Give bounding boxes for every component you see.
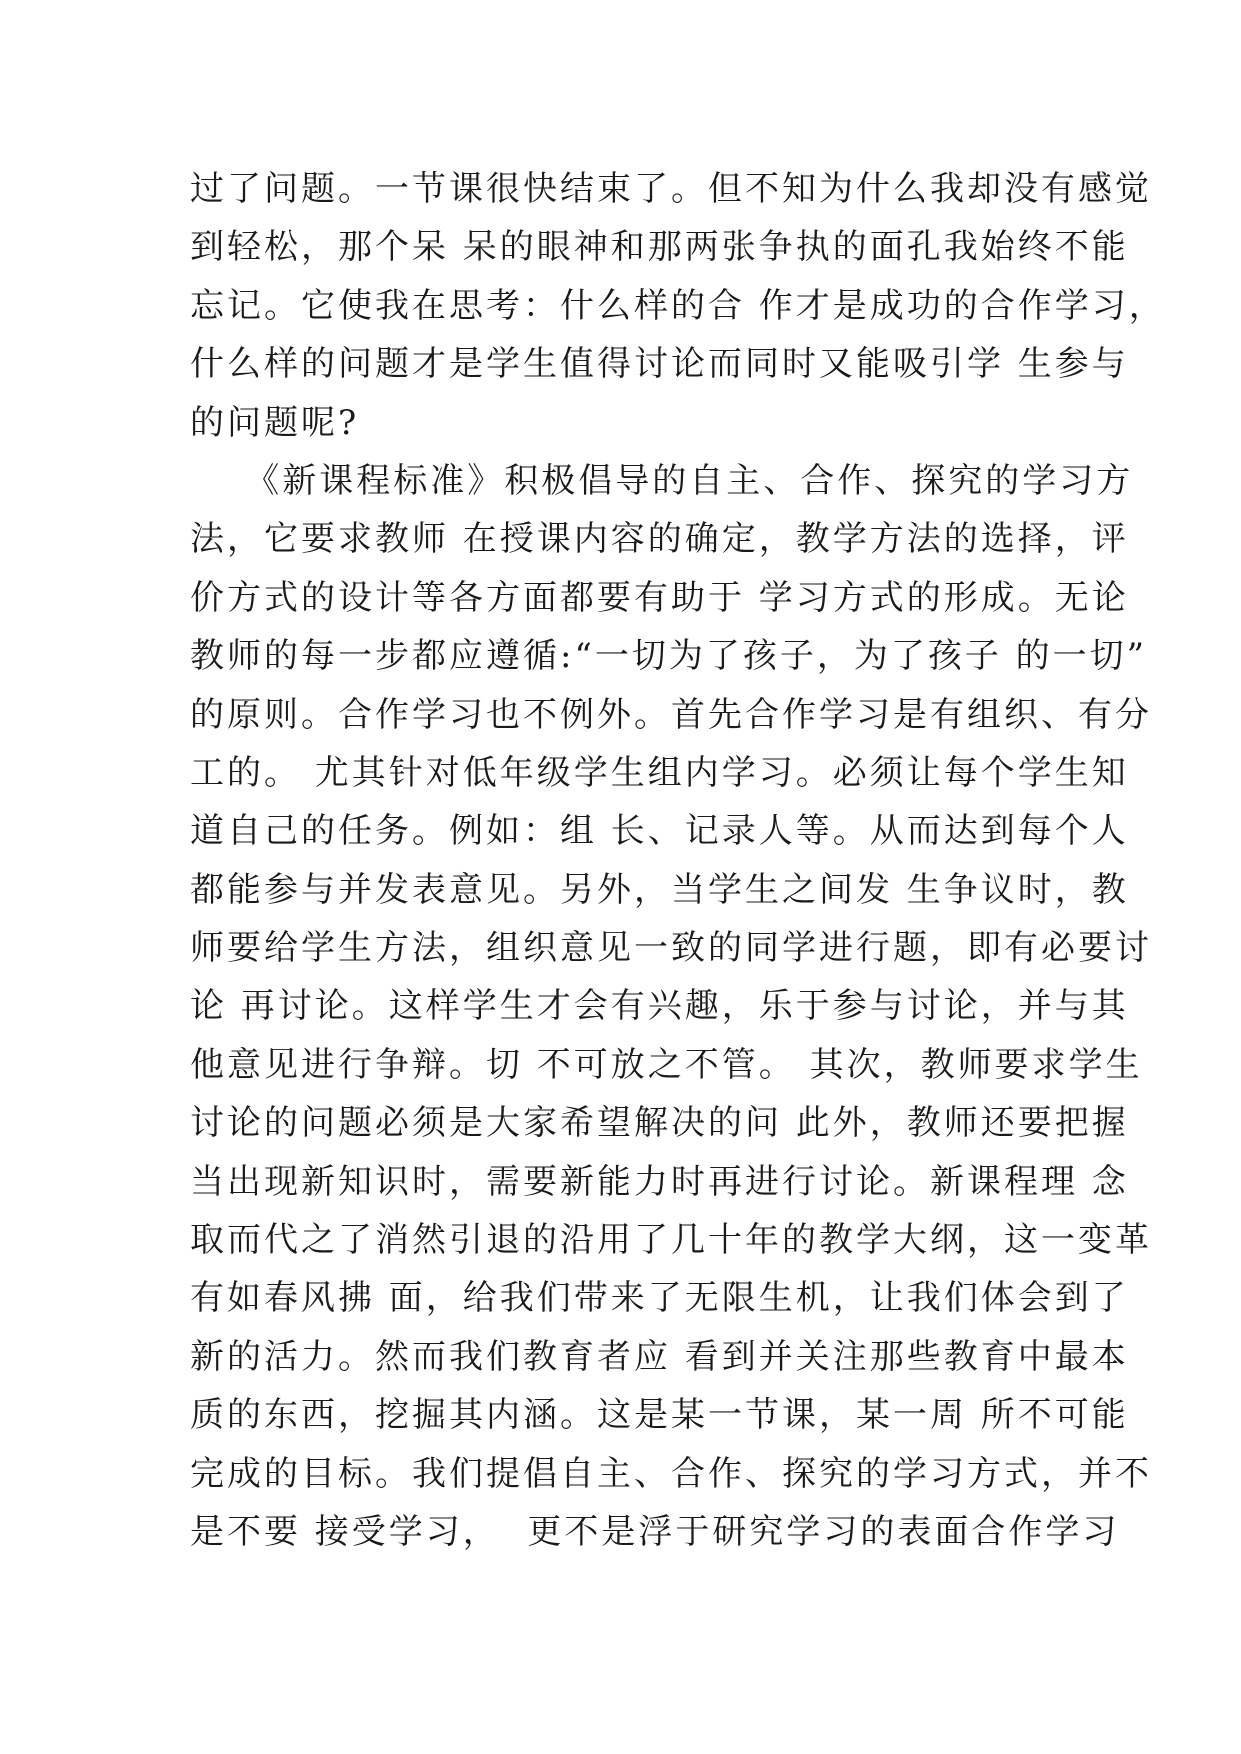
text-line: 《新课程标准》积极倡导的自主、合作、探究的学习方 <box>190 460 1134 501</box>
text-line: 什么样的问题才是学生值得讨论而同时又能吸引学 生参与 <box>190 344 1129 385</box>
text-line: 工的。 尤其针对低年级学生组内学习。必须让每个学生知 <box>190 752 1129 793</box>
text-line: 论 再讨论。这样学生才会有兴趣，乐于参与讨论，并与其 <box>190 986 1129 1027</box>
text-line: 新的活力。然而我们教育者应 看到并关注那些教育中最本 <box>190 1336 1129 1377</box>
text-line: 的问题呢? <box>190 402 360 443</box>
text-line: 价方式的设计等各方面都要有助于 学习方式的形成。无论 <box>190 577 1129 618</box>
text-line: 忘记。它使我在思考：什么样的合 作才是成功的合作学习， <box>190 285 1166 326</box>
text-line: 他意见进行争辩。切 不可放之不管。 其次，教师要求学生 <box>190 1044 1143 1085</box>
body-text <box>190 160 1166 1561</box>
text-line: 当出现新知识时，需要新能力时再进行讨论。新课程理 念 <box>190 1161 1129 1202</box>
text-line: 讨论的问题必须是大家希望解决的问 此外，教师还要把握 <box>190 1103 1129 1144</box>
text-line: 教师的每一步都应遵循:“一切为了孩子，为了孩子 的一切” <box>190 636 1148 677</box>
text-line: 取而代之了消然引退的沿用了几十年的教学大纲，这一变革 <box>190 1220 1152 1261</box>
text-line: 的原则。合作学习也不例外。首先合作学习是有组织、有分 <box>190 694 1152 735</box>
text-line: 是不要 接受学习， 更不是浮于研究学习的表面合作学习 <box>190 1511 1120 1552</box>
text-line: 都能参与并发表意见。另外，当学生之间发 生争议时，教 <box>190 869 1129 910</box>
text-line: 过了问题。一节课很快结束了。但不知为什么我却没有感觉 <box>190 169 1152 209</box>
text-line: 质的东西，挖掘其内涵。这是某一节课，某一周 所不可能 <box>190 1395 1129 1436</box>
text-line: 法，它要求教师 在授课内容的确定，教学方法的选择，评 <box>190 519 1129 560</box>
text-line: 师要给学生方法，组织意见一致的同学进行题，即有必要讨 <box>190 928 1152 969</box>
text-line: 到轻松，那个呆 呆的眼神和那两张争执的面孔我始终不能 <box>190 227 1129 268</box>
text-line: 完成的目标。我们提倡自主、合作、探究的学习方式，并不 <box>190 1453 1152 1494</box>
text-line: 有如春风拂 面，给我们带来了无限生机，让我们体会到了 <box>190 1278 1129 1319</box>
text-line: 道自己的任务。例如：组 长、记录人等。从而达到每个人 <box>190 811 1129 852</box>
